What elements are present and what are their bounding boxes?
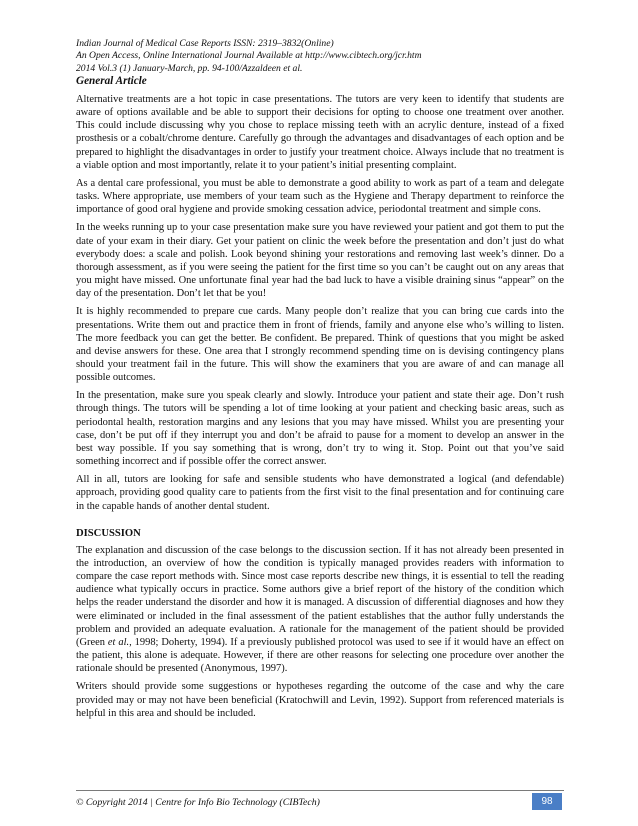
paragraph-discussion-2: Writers should provide some suggestions or hypotheses regarding the outcome of the case and why the care provided may or may not have been beneficial (Kratochwill and Levin, 1992). Support from referenced materials is helpful in this area and should be included.	[76, 681, 564, 719]
discussion-heading: DISCUSSION	[76, 527, 141, 539]
paragraph-presentation: In the presentation, make sure you speak clearly and slowly. Introduce your patient and state their age. Don’t rush through things. The tutors will be spending a lot of time looking at your patient and checking basic areas, such as periodontal health, restoration margins and any lesions that you may have missed. Whilst you are presenting your case, don’t be put off if they interrupt you and don’t be afraid to pause for a moment to develop an answer in the best way possible. If you say something that is wrong, don’t try to wing it. Stop. Point out that you’ve said something incorrect and if possible offer the correct answer.	[76, 390, 564, 468]
journal-access-line: An Open Access, Online International Journal Available at http://www.cibtech.org/jcr.htm	[76, 50, 422, 62]
paragraph-alternative-treatments: Alternative treatments are a hot topic in case presentations. The tutors are very keen to identify that students are aware of options available and be able to support their decisions for opting to choose one treatment over another. This could include discussing why you chose to replace missing teeth with an acrylic denture, instead of a fixed prosthesis or a cobalt/chrome denture. Carefully go through the advantages and disadvantages of each option and be prepared to highlight the disadvantages in order to justify your treatment choice. Always include that no treatment is a viable option and most importantly, relate it to your patient’s initial presenting complaint.	[76, 94, 564, 171]
journal-header	[76, 38, 566, 75]
copyright-text: © Copyright 2014 | Centre for Info Bio Technology (CIBTech)	[76, 797, 320, 808]
article-type-label: General Article	[76, 75, 147, 87]
journal-volume-line: 2014 Vol.3 (1) January-March, pp. 94-100/Azzaldeen et al.	[76, 62, 303, 74]
article-body	[76, 93, 564, 725]
paragraph-teamwork: As a dental care professional, you must be able to demonstrate a good ability to work as part of a team and delegate tasks. Where appropriate, use members of your team such as the Hygiene and Therapy department to reinforce the importance of good oral hygiene and provide smoking cessation advice, periodontal treatment and simple cons.	[76, 177, 564, 216]
discussion-citation-italic: et al.,	[107, 636, 132, 648]
discussion-text-part: 1998; Doherty, 1994). If a previously published protocol was used to see if it would have an effect on the patient, this alone is adequate. However, if there are other reasons for selecting one procedure over another the rationale should be presented (Anonymous, 1997).	[76, 636, 564, 675]
journal-title-line: Indian Journal of Medical Case Reports ISSN: 2319–3832(Online)	[76, 38, 334, 49]
paragraph-preparation: In the weeks running up to your case presentation make sure you have reviewed your patient and got them to put the date of your exam in their diary. Get your patient on clinic the week before the presentation and don’t just do what everybody does: a scale and polish. Look beyond shining your restorations and removing last week’s dinner. Do a thorough assessment, as if you were seeing the patient for the first time so you can’t be caught out on any areas that you might have missed. One unfortunate final year had the bad luck to have a visible draining sinus “appear” on the day of the presentation. Don’t let that be you!	[76, 222, 564, 300]
page-number-badge: 98	[532, 793, 562, 810]
footer-divider	[76, 790, 564, 791]
discussion-text-part: The explanation and discussion of the case belongs to the discussion section. If it has not already been presented in the introduction, an overview of how the condition is typically managed provides readers with information to compare the case report methods with. Since most case reports describe new things, it is essential to tell the reading audience what typically occurs in practice. Some authors give a brief report of the history of the condition which helps the reader understand the disorder and how it is managed. A discussion of differential diagnoses and how they were eliminated or included in the final assessment of the patient establishes that the author fully understands the problem and provided an adequate evaluation. A rationale for the management of the patient should be provided (Green	[76, 544, 564, 648]
paragraph-discussion-1	[76, 544, 564, 676]
paragraph-summary: All in all, tutors are looking for safe and sensible students who have demonstrated a logical (and defendable) approach, providing good quality care to patients from the first visit to the final presentation and for continuing care in the capable hands of another dental student.	[76, 474, 564, 512]
paragraph-cue-cards: It is highly recommended to prepare cue cards. Many people don’t realize that you can bring cue cards into the presentations. Write them out and practice them in front of friends, family and anyone else who’s willing to listen. The more feedback you can get the better. Be confident. Be prepared. Think of questions that you might be asked and devise answers for these. One area that I strongly recommend spending time on is devising contingency plans should your treatment fail in the future. This will show the examiners that you are aware of and can manage all possible outcomes.	[76, 306, 564, 384]
